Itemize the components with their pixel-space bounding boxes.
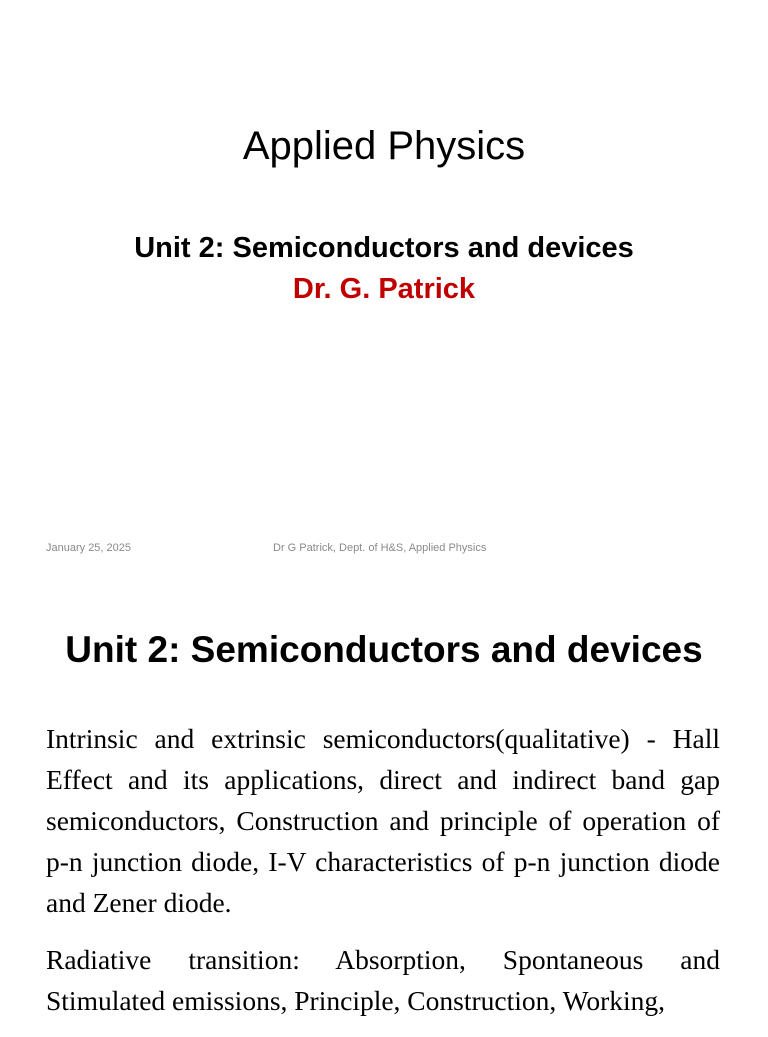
content-body xyxy=(46,718,720,1037)
footer-date: January 25, 2025 xyxy=(46,542,132,554)
content-slide-title: Unit 2: Semiconductors and devices xyxy=(65,629,703,670)
slide-subtitle: Unit 2: Semiconductors and devices xyxy=(134,232,634,264)
body-paragraph: Intrinsic and extrinsic semiconductors(qualitative) - Hall Effect and its applications, direct and indirect band gap semiconductors, Construction and principle of operation of p-n junction diode, I-V characteristics of p-n junction diode and Zener diode. xyxy=(46,723,720,918)
slide-author: Dr. G. Patrick xyxy=(292,273,476,305)
slide-title: Applied Physics xyxy=(242,124,526,168)
footer-presenter: Dr G Patrick, Dept. of H&S, Applied Physics xyxy=(273,542,487,554)
content-slide xyxy=(0,576,768,1024)
body-paragraph: Radiative transition: Absorption, Spontaneous and Stimulated emissions, Principle, Construction, Working, xyxy=(46,944,720,1016)
